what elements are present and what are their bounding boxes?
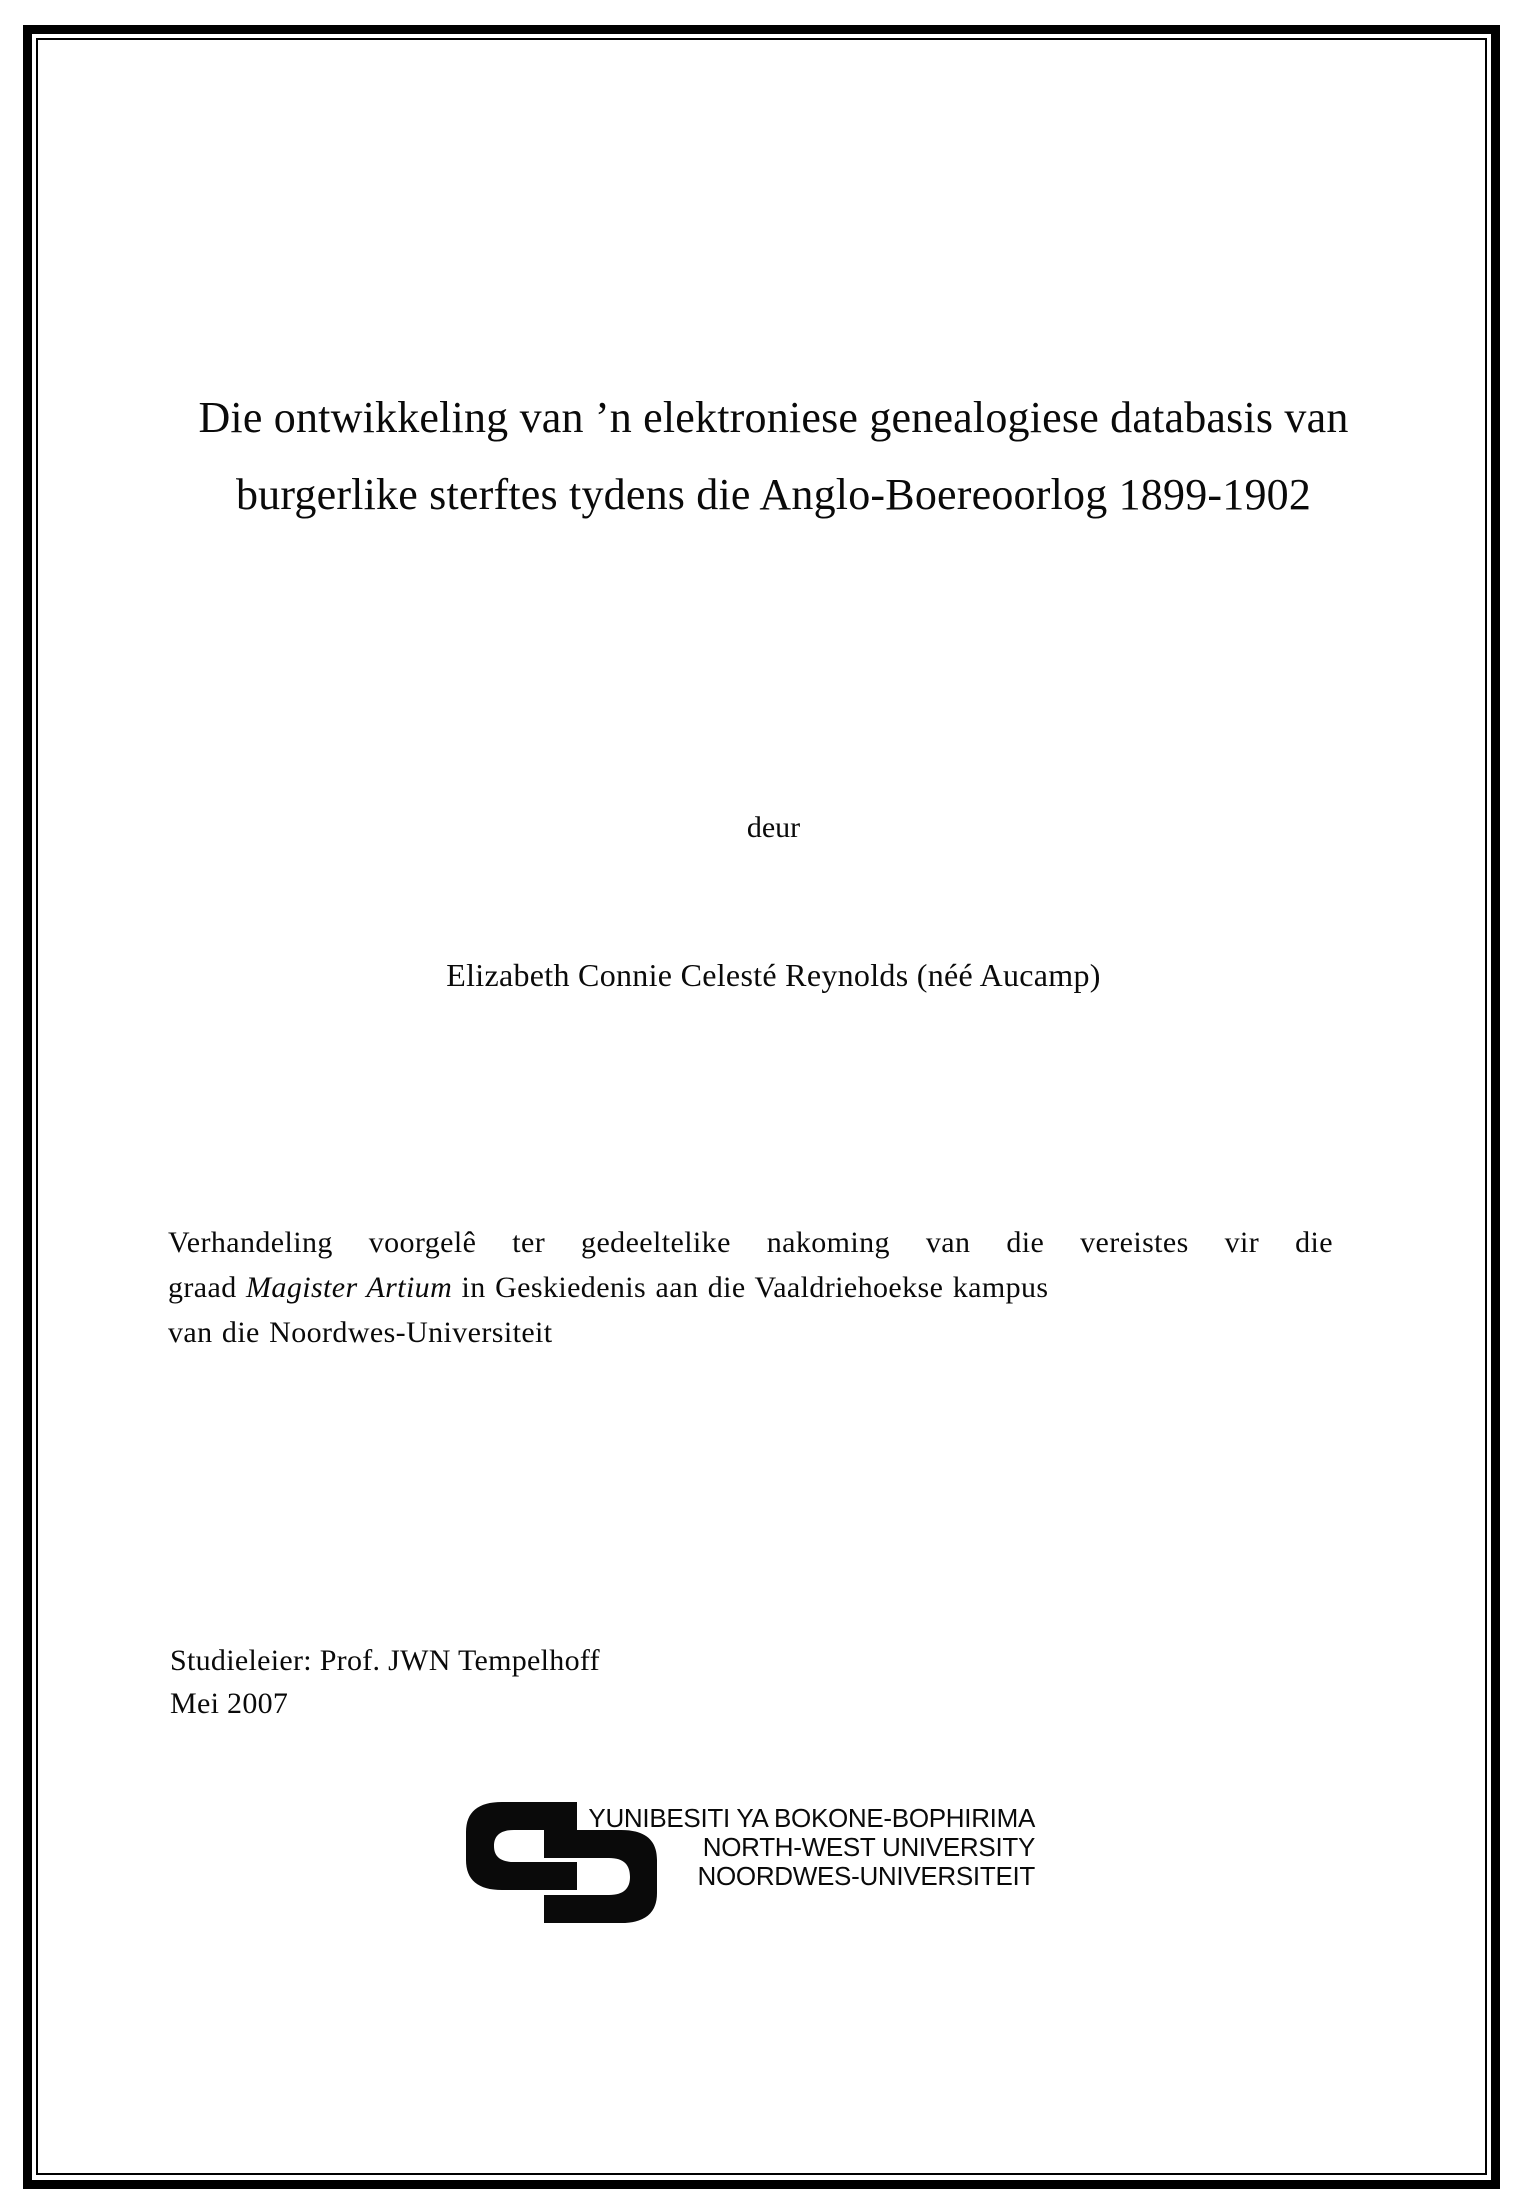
university-wordmark-line1: YUNIBESITI YA BOKONE-BOPHIRIMA (588, 1803, 1035, 1833)
supervisor-line: Studieleier: Prof. JWN Tempelhoff (170, 1644, 600, 1677)
thesis-title (54, 379, 1493, 533)
author-name: Elizabeth Connie Celesté Reynolds (néé Aucamp) (446, 957, 1101, 993)
supervisor-block (170, 1639, 600, 1725)
university-wordmark-line3: NOORDWES-UNIVERSITEIT (697, 1861, 1035, 1891)
statement-line2-suffix: in Geskiedenis aan die Vaaldriehoekse kampus (452, 1271, 1049, 1304)
statement-line1: Verhandeling voorgelê ter gedeeltelike nakoming van die vereistes vir die (168, 1226, 1333, 1259)
byline: deur (746, 811, 801, 844)
university-wordmark-line2: NORTH-WEST UNIVERSITY (702, 1832, 1035, 1862)
date-line: Mei 2007 (170, 1687, 289, 1720)
thesis-title-line2: burgerlike sterftes tydens die Anglo-Boereoorlog 1899-1902 (235, 470, 1312, 519)
university-wordmark (588, 1804, 1035, 1891)
statement-line2-prefix: graad (168, 1271, 247, 1304)
statement-line2 (168, 1265, 1333, 1310)
statement-line3: van die Noordwes-Universiteit (168, 1316, 553, 1349)
thesis-statement (168, 1220, 1333, 1355)
thesis-title-line1: Die ontwikkeling van ’n elektroniese genealogiese databasis van (198, 393, 1349, 442)
degree-name: Magister Artium (246, 1271, 453, 1304)
